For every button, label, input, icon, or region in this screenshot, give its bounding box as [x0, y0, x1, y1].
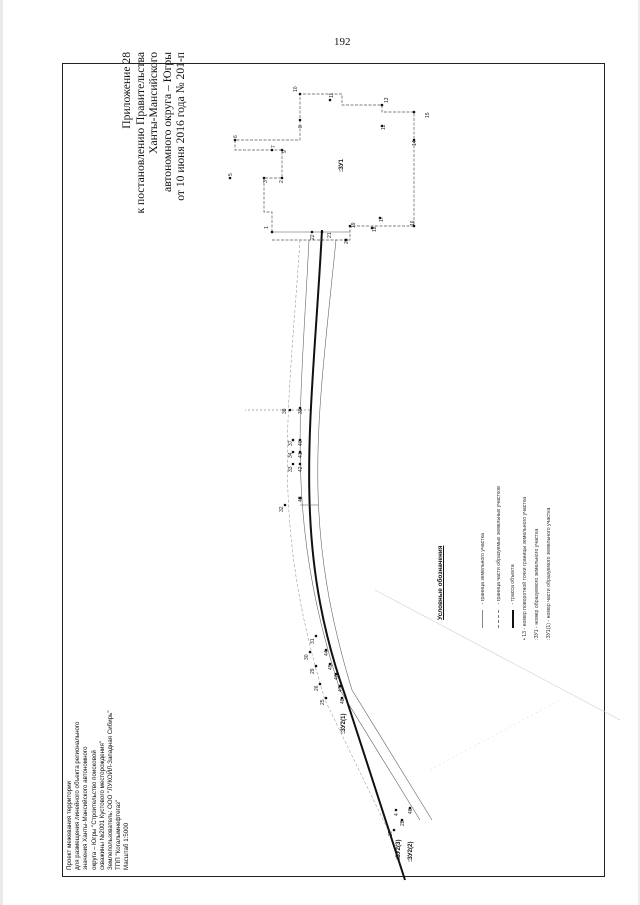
point-label: 25: [320, 699, 326, 705]
point-label: 19: [351, 222, 357, 228]
point-label: 41: [298, 452, 304, 458]
point-label: 42: [298, 466, 304, 472]
corridor-boundary-right: [318, 240, 432, 820]
point-label: 33: [288, 466, 294, 472]
point-marker: [325, 697, 328, 700]
point-label: 13: [384, 97, 390, 103]
point-label: 22: [310, 234, 316, 240]
point-marker: [234, 139, 237, 142]
point-label: 21: [327, 232, 333, 238]
project-line: Проект межевания территории: [66, 780, 73, 870]
point-label: 10: [293, 86, 299, 92]
point-marker: [315, 635, 318, 638]
point-label: 4: [394, 813, 400, 816]
parcel-label-zu2-1: :ЗУ2(1): [340, 713, 347, 734]
point-marker: [299, 93, 302, 96]
point-marker: [299, 463, 302, 466]
point-label: 45: [328, 664, 334, 670]
legend-text: - граница части образуемых земельных участков: [496, 486, 502, 605]
legend-text: - номер образуемого земельного участка: [534, 528, 540, 628]
point-label: 30: [304, 654, 310, 660]
point-label: 5: [228, 173, 234, 176]
point-label: 18: [372, 226, 378, 232]
point-label: 26: [314, 685, 320, 691]
point-marker: [319, 683, 322, 686]
appendix-line: к постановлению Правительства: [133, 52, 147, 214]
project-line: Масштаб 1:5000: [123, 822, 131, 870]
point-label: 15: [425, 112, 431, 118]
point-label: 29: [310, 668, 316, 674]
project-line: для размещения линейного объекта регионального: [74, 721, 82, 870]
legend-symbol: :ЗУ1(1): [546, 622, 552, 640]
legend-symbol: :ЗУ1: [534, 629, 540, 640]
point-marker: [381, 104, 384, 107]
point-label: 1: [264, 226, 270, 229]
legend-symbol: • 13: [522, 630, 528, 640]
appendix-line: Ханты-Мансийского: [147, 52, 160, 154]
point-label: 27: [388, 830, 394, 836]
point-marker: [284, 504, 287, 507]
point-marker: [311, 231, 314, 234]
point-label: 37: [288, 440, 294, 446]
parcel-boundary-zu1: [235, 94, 414, 240]
point-label: 39: [298, 408, 304, 414]
corridor-part-boundary: [287, 240, 392, 838]
parcel-label-zu1: :ЗУ1: [338, 159, 345, 172]
point-label: 47: [338, 686, 344, 692]
parcel-label-zu2-2: :ЗУ2(2): [407, 841, 414, 862]
appendix-line: автономного округа – Югры: [160, 52, 174, 192]
point-label: 11: [329, 92, 335, 98]
point-label: 28: [400, 820, 406, 826]
point-label: 9: [282, 150, 288, 153]
point-label: 2: [279, 180, 285, 183]
legend-text: - граница земельного участка: [480, 533, 486, 605]
scan-artifact-line: [375, 590, 620, 720]
turning-points: [228, 86, 431, 836]
appendix-line: от 10 июня 2016 года № 201-п: [174, 52, 187, 201]
point-marker: [395, 809, 398, 812]
point-label: 31: [310, 638, 316, 644]
point-marker: [289, 409, 292, 412]
point-label: 46: [334, 674, 340, 680]
point-marker: [299, 119, 302, 122]
point-marker: [315, 665, 318, 668]
project-line: ТПП "Когалымнефтегаз": [115, 799, 123, 870]
point-label: 48: [408, 808, 414, 814]
point-label: 12: [381, 124, 387, 130]
point-label: 20: [344, 238, 350, 244]
point-marker: [281, 177, 284, 180]
legend-text: - номер поворотной точки границы земельного участка: [522, 496, 528, 630]
point-label: 38: [282, 408, 288, 414]
scan-artifact-line: [430, 700, 560, 770]
point-marker: [309, 651, 312, 654]
point-label: 14: [412, 140, 418, 146]
appendix-line: Приложение 28: [120, 52, 133, 129]
legend-title: Условные обозначения: [437, 545, 444, 620]
route-line: [309, 230, 405, 880]
point-label: 7: [271, 145, 277, 148]
project-line: округа – Югры "Строительство поисковой: [90, 750, 98, 870]
point-label: 48: [340, 698, 346, 704]
corridor-boundary-left: [300, 240, 420, 820]
point-label: 16: [410, 220, 416, 226]
project-line: скважины №2001 Кустового месторождения": [98, 740, 106, 870]
point-label: 3: [263, 180, 269, 183]
point-marker: [229, 177, 232, 180]
point-label: 44: [324, 650, 330, 656]
point-label: 17: [379, 216, 385, 222]
point-label: 40: [298, 440, 304, 446]
point-marker: [263, 177, 266, 180]
project-line: Землепользователь: ООО "ЛУКОЙЛ-Западная Сибирь": [107, 710, 115, 870]
project-line: значения Ханты-Мансийского автономного: [82, 746, 90, 870]
point-marker: [321, 231, 324, 234]
page-number: 192: [334, 36, 351, 48]
point-marker: [413, 111, 416, 114]
point-marker: [271, 149, 274, 152]
point-label: 8: [298, 125, 304, 128]
point-label: 6: [233, 135, 239, 138]
point-marker: [292, 463, 295, 466]
point-label: 43: [298, 496, 304, 502]
point-label: 32: [279, 506, 285, 512]
parcel-label-zu2-3: :ЗУ2(3): [395, 839, 402, 860]
point-label: 34: [288, 452, 294, 458]
legend-text: - трасса объекта: [510, 564, 516, 605]
point-marker: [271, 231, 274, 234]
point-marker: [329, 99, 332, 102]
legend-text: - номер части образуемого земельного участка: [546, 507, 552, 622]
